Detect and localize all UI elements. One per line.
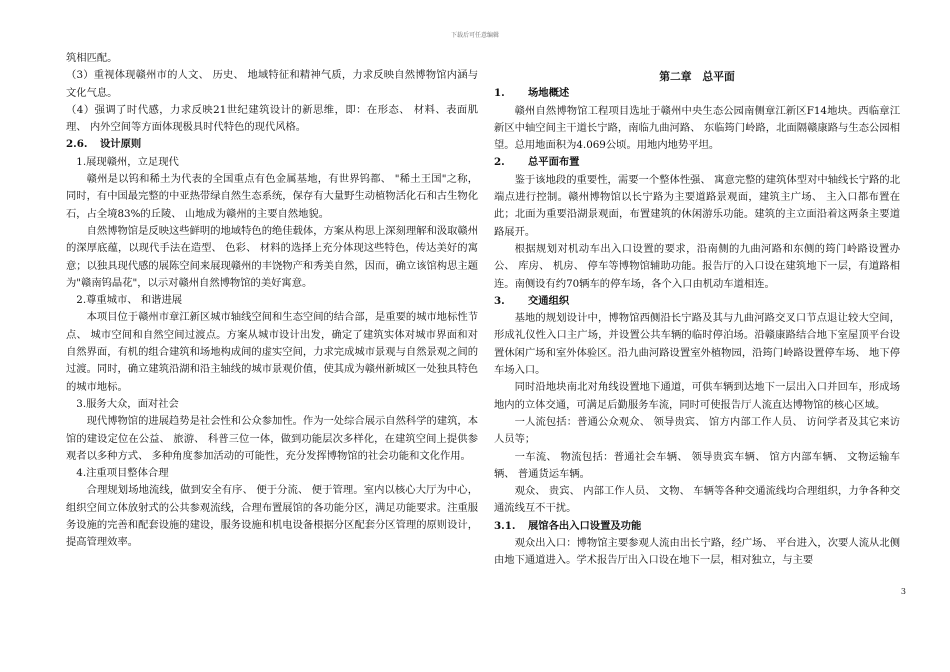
paragraph: 鉴于该地段的重要性，需要一个整体性强、 寓意完整的建筑体型对中轴线长宁路的北端点进行控制。赣州博物馆以长宁路为主要道路景观面，建筑主广场、 主入口都布置在此；北面为重要沿湖景观面，布置建筑的休闲游乐功能。建筑的主立面沿着这两条主要道路展开。 xyxy=(494,173,900,238)
section-heading xyxy=(494,154,900,171)
paragraph: 一车流、 物流包括：普通社会车辆、 领导贵宾车辆、 馆方内部车辆、 文物运输车辆、 普通货运车辆。 xyxy=(494,450,900,480)
subheading: 2.尊重城市、 和谐进展 xyxy=(76,294,183,307)
section-heading xyxy=(494,293,900,310)
section-number: 2. xyxy=(494,156,505,169)
paragraph: 筑相匹配。 xyxy=(66,52,118,64)
paragraph: 同时沿地块南北对角线设置地下通道，可供车辆到达地下一层出入口并回车，形成场地内的立体交通，可满足后勤服务车流，同时可使报告厅人流直达博物馆的核心区域。 xyxy=(494,381,900,411)
paragraph: 本项目位于赣州市章江新区城市轴线空间和生态空间的结合部，是重要的城市地标性节点、 城市空间和自然空间过渡点。方案从城市设计出发，确定了建筑实体对城市界面和对自然界面，有机的组合建筑和场地构成间的虚实空间，力求完成城市景观与自然景观之间的过渡。同时，确立建筑沿湖和沿主轴线的城市景观价值，使其成为赣州新城区一处独具特色的城市地标。 xyxy=(66,311,478,393)
section-number: 2.6. xyxy=(66,138,88,151)
subheading: 4.注重项目整体合理 xyxy=(76,467,169,480)
left-column xyxy=(66,50,478,552)
section-title: 总平面布置 xyxy=(528,156,580,169)
section-title: 展馆各出入口设置及功能 xyxy=(528,519,642,532)
section-heading xyxy=(494,85,900,102)
paragraph: 自然博物馆是反映这些鲜明的地域特色的绝佳载体，方案从构思上深刻理解和汲取赣州的深厚底蕴，以现代手法在造型、 色彩、 材料的选择上充分体现这些特色，传达美好的寓意；以独具现代感的展陈空间来展现赣州的丰饶物产和秀美自然，因而，确立该馆构思主题为"赣南钨晶花"，以示对赣州自然博物馆的美好寓意。 xyxy=(66,224,478,289)
section-number: 3.1. xyxy=(494,519,516,532)
paragraph: 赣州自然博物馆工程项目选址于赣州中央生态公园南侧章江新区F14地块。西临章江新区中轴空间主干道长宁路，南临九曲河路、 东临筠门岭路，北面隔赣康路与生态公园相望。总用地面积为4.069公顷。用地内地势平坦。 xyxy=(494,104,900,152)
section-heading xyxy=(66,136,478,153)
paragraph: 赣州是以钨和稀土为代表的全国重点有色金属基地，有世界钨都、 "稀土王国"之称，同时，有中国最完整的中亚热带绿自然生态系统，保存有大量野生动植物活化石和古生物化石，占全境83%的丘陵、 山地成为赣州的主要自然地貌。 xyxy=(66,173,478,220)
paragraph: 合理规划场地流线，做到安全有序、 便于分流、 便于管理。室内以核心大厅为中心，组织空间立体放射式的公共参观流线，合理布置展馆的各功能分区，满足功能要求。注重服务设施的完善和配套设施的建设，服务设施和机电设备根据分区配套分区管理的原则设计，提高管理效率。 xyxy=(66,484,478,549)
section-title: 设计原则 xyxy=(100,138,142,151)
paragraph: 观众、 贵宾、 内部工作人员、 文物、 车辆等各种交通流线均合理组织，力争各种交通流线互不干扰。 xyxy=(494,485,900,515)
page-number: 3 xyxy=(900,587,906,596)
section-heading xyxy=(494,518,900,535)
paragraph: 现代博物馆的进展趋势是社会性和公众参加性。作为一处综合展示自然科学的建筑，本馆的建设定位在公益、 旅游、 科普三位一体，做到功能层次多样化，在建筑空间上提供参观者以多种方式、 多种角度参加活动的可能性，充分发挥博物馆的社会功能和文化作用。 xyxy=(66,415,478,462)
paragraph: 观众出入口：博物馆主要参观人流由出长宁路，经广场、 平台进入，次要人流从北侧由地下通道进入。学术报告厅出入口设在地下一层，相对独立，与主要 xyxy=(494,537,900,567)
right-column xyxy=(494,50,900,570)
section-number: 3. xyxy=(494,294,505,307)
paragraph: （3）重视体现赣州市的人文、 历史、 地域特征和精神气质，力求反映自然博物馆内涵与文化气息。 xyxy=(66,69,478,99)
paragraph: 根据规划对机动车出入口设置的要求，沿南侧的九曲河路和东侧的筠门岭路设置办公、 库房、 机房、 停车等博物馆辅助功能。报告厅的入口设在建筑地下一层，有道路相连。南侧设有约70辆车的停车场，各个入口由机动车道相连。 xyxy=(494,242,900,290)
paragraph: （4）强调了时代感，力求反映21世纪建筑设计的新思维，即：在形态、 材料、表面肌理、 内外空间等方面体现极具时代特色的现代风格。 xyxy=(66,103,478,134)
section-number: 1. xyxy=(494,87,505,100)
subheading: 3.服务大众，面对社会 xyxy=(76,397,179,410)
section-title: 场地概述 xyxy=(528,87,570,100)
subheading: 1.展现赣州，立足现代 xyxy=(76,155,179,168)
chapter-title: 第二章 总平面 xyxy=(659,70,735,83)
paragraph: 一人流包括：普通公众观众、 领导贵宾、 馆方内部工作人员、 访问学者及其它来访人员等； xyxy=(494,415,900,446)
paragraph: 基地的规划设计中，博物馆西侧沿长宁路及其与九曲河路交叉口节点退让较大空间，形成礼仪性入口主广场，并设置公共车辆的临时停泊场。沿赣康路结合地下室屋顶平台设置休闲广场和室外体验区。沿九曲河路设置室外植物园，沿筠门岭路设置停车场、 地下停车场入口。 xyxy=(494,312,900,377)
section-title: 交通组织 xyxy=(528,294,570,307)
download-note: 下载后可任意编辑 xyxy=(450,32,499,39)
